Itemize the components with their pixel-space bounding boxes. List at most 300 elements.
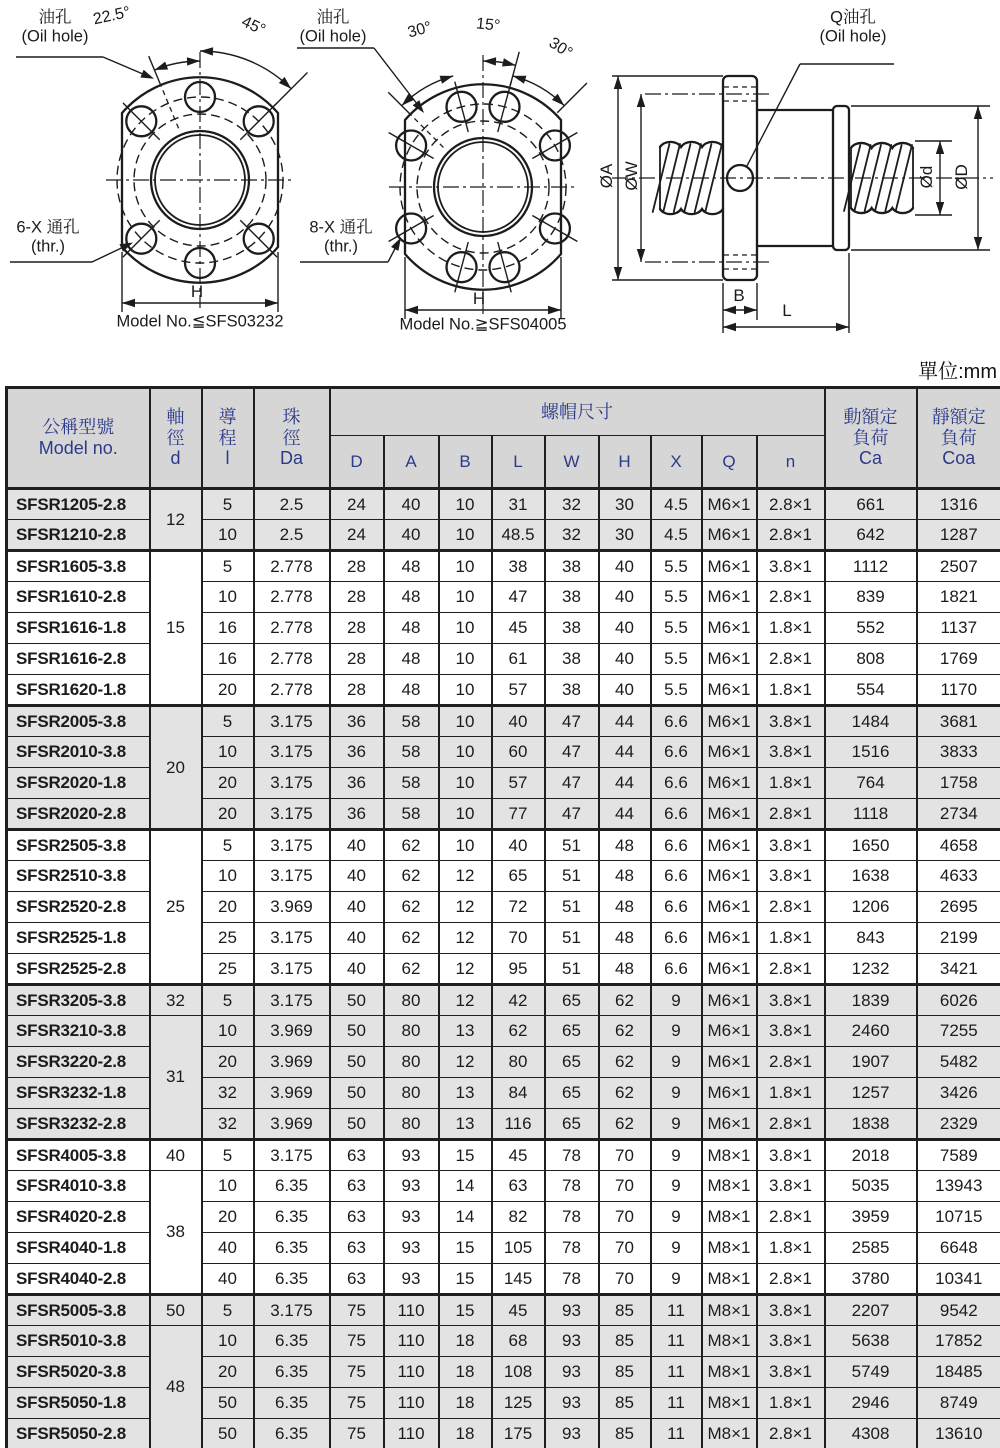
cell-D: 75 [330, 1326, 384, 1357]
cell-B: 15 [439, 1295, 492, 1326]
cell-n: 2.8×1 [757, 1109, 825, 1140]
spec-table-wrap [5, 386, 1000, 1448]
cell-Coa: 4633 [917, 861, 1000, 892]
cell-Ca: 1516 [825, 737, 917, 768]
cell-L: 62 [492, 1016, 545, 1047]
col-header-coa: 靜額定 負荷 Coa [917, 388, 1000, 489]
cell-B: 12 [439, 954, 492, 985]
cell-X: 11 [651, 1357, 702, 1388]
col-header-B: B [439, 436, 492, 489]
col-header-A: A [384, 436, 439, 489]
cell-Coa: 7255 [917, 1016, 1000, 1047]
cell-Da: 3.175 [254, 737, 330, 768]
cell-Ca: 552 [825, 613, 917, 644]
cell-Q: M6×1 [702, 737, 757, 768]
cell-X: 6.6 [651, 954, 702, 985]
cell-L: 60 [492, 737, 545, 768]
flange8-angle-30-left: 30° [405, 18, 434, 42]
flange8-angle-30-right: 30° [545, 34, 576, 62]
flange8-thru-line1: 8-X 通孔 [309, 218, 373, 237]
cell-X: 6.6 [651, 799, 702, 830]
cell-model: SFSR5050-2.8 [7, 1419, 150, 1448]
cell-X: 6.6 [651, 861, 702, 892]
cell-lead: 25 [202, 954, 254, 985]
cell-X: 5.5 [651, 613, 702, 644]
cell-L: 70 [492, 923, 545, 954]
cell-Ca: 1484 [825, 706, 917, 737]
cell-lead: 5 [202, 830, 254, 861]
cell-X: 9 [651, 1171, 702, 1202]
cell-A: 62 [384, 861, 439, 892]
flange8-caption: Model No.≧SFS04005 [399, 315, 567, 334]
cell-A: 40 [384, 520, 439, 551]
cell-L: 40 [492, 706, 545, 737]
cell-model: SFSR4010-3.8 [7, 1171, 150, 1202]
cell-B: 10 [439, 520, 492, 551]
cell-B: 10 [439, 830, 492, 861]
cell-d: 32 [150, 985, 202, 1016]
flange8-angle-15: 15° [475, 15, 502, 35]
cell-Ca: 3780 [825, 1264, 917, 1295]
cell-Coa: 10715 [917, 1202, 1000, 1233]
cell-L: 57 [492, 675, 545, 706]
cell-lead: 32 [202, 1078, 254, 1109]
side-dim-od-small: Ød [916, 165, 936, 189]
cell-W: 78 [545, 1140, 599, 1171]
cell-Da: 6.35 [254, 1264, 330, 1295]
cell-n: 1.8×1 [757, 1078, 825, 1109]
cell-X: 5.5 [651, 644, 702, 675]
cell-Ca: 1112 [825, 551, 917, 582]
cell-n: 2.8×1 [757, 1047, 825, 1078]
cell-Q: M8×1 [702, 1357, 757, 1388]
cell-lead: 50 [202, 1388, 254, 1419]
cell-W: 65 [545, 1109, 599, 1140]
cell-W: 93 [545, 1357, 599, 1388]
cell-Ca: 764 [825, 768, 917, 799]
cell-D: 63 [330, 1264, 384, 1295]
cell-Da: 6.35 [254, 1326, 330, 1357]
cell-L: 45 [492, 1140, 545, 1171]
cell-Q: M6×1 [702, 768, 757, 799]
cell-n: 3.8×1 [757, 1326, 825, 1357]
cell-Ca: 661 [825, 489, 917, 520]
cell-Q: M6×1 [702, 985, 757, 1016]
cell-Q: M8×1 [702, 1419, 757, 1448]
cell-X: 9 [651, 1047, 702, 1078]
cell-model: SFSR2525-2.8 [7, 954, 150, 985]
cell-lead: 5 [202, 1295, 254, 1326]
cell-L: 68 [492, 1326, 545, 1357]
cell-H: 30 [599, 489, 651, 520]
cell-Q: M8×1 [702, 1264, 757, 1295]
table-row [7, 489, 1000, 520]
cell-D: 24 [330, 489, 384, 520]
cell-d: 25 [150, 830, 202, 985]
cell-A: 110 [384, 1357, 439, 1388]
cell-B: 10 [439, 582, 492, 613]
cell-Q: M6×1 [702, 489, 757, 520]
cell-Q: M6×1 [702, 923, 757, 954]
cell-Da: 6.35 [254, 1419, 330, 1448]
cell-W: 65 [545, 1078, 599, 1109]
cell-A: 80 [384, 1109, 439, 1140]
cell-model: SFSR5005-3.8 [7, 1295, 150, 1326]
cell-D: 63 [330, 1171, 384, 1202]
cell-n: 3.8×1 [757, 1140, 825, 1171]
col-header-n: n [757, 436, 825, 489]
cell-D: 50 [330, 1078, 384, 1109]
cell-lead: 20 [202, 768, 254, 799]
table-row [7, 1140, 1000, 1171]
side-dim-b: B [733, 285, 745, 305]
cell-n: 2.8×1 [757, 520, 825, 551]
cell-B: 10 [439, 644, 492, 675]
cell-model: SFSR2020-2.8 [7, 799, 150, 830]
cell-Coa: 2199 [917, 923, 1000, 954]
cell-Ca: 4308 [825, 1419, 917, 1448]
cell-X: 9 [651, 1140, 702, 1171]
cell-n: 2.8×1 [757, 892, 825, 923]
cell-L: 45 [492, 613, 545, 644]
cell-X: 6.6 [651, 706, 702, 737]
col-header-L: L [492, 436, 545, 489]
cell-B: 10 [439, 737, 492, 768]
cell-H: 85 [599, 1326, 651, 1357]
cell-H: 44 [599, 768, 651, 799]
cell-L: 145 [492, 1264, 545, 1295]
cell-D: 63 [330, 1202, 384, 1233]
cell-H: 85 [599, 1388, 651, 1419]
cell-Ca: 1907 [825, 1047, 917, 1078]
side-oil-hole-label [820, 9, 887, 48]
col-header-ca: 動額定 負荷 Ca [825, 388, 917, 489]
cell-n: 1.8×1 [757, 675, 825, 706]
cell-A: 48 [384, 582, 439, 613]
cell-Da: 3.969 [254, 892, 330, 923]
cell-X: 9 [651, 1233, 702, 1264]
cell-lead: 10 [202, 1171, 254, 1202]
cell-lead: 16 [202, 644, 254, 675]
cell-L: 80 [492, 1047, 545, 1078]
cell-H: 40 [599, 675, 651, 706]
cell-H: 62 [599, 1109, 651, 1140]
cell-Da: 3.969 [254, 1078, 330, 1109]
cell-X: 11 [651, 1388, 702, 1419]
cell-Ca: 2207 [825, 1295, 917, 1326]
side-dim-l: L [782, 300, 792, 320]
cell-Ca: 1650 [825, 830, 917, 861]
cell-n: 2.8×1 [757, 1419, 825, 1448]
cell-Ca: 1206 [825, 892, 917, 923]
cell-L: 38 [492, 551, 545, 582]
cell-Coa: 13943 [917, 1171, 1000, 1202]
cell-H: 62 [599, 985, 651, 1016]
cell-D: 75 [330, 1388, 384, 1419]
cell-Coa: 2329 [917, 1109, 1000, 1140]
cell-Coa: 4658 [917, 830, 1000, 861]
cell-D: 50 [330, 1109, 384, 1140]
technical-drawings [0, 0, 1000, 352]
cell-W: 78 [545, 1233, 599, 1264]
cell-A: 48 [384, 644, 439, 675]
cell-D: 40 [330, 892, 384, 923]
cell-Q: M6×1 [702, 1016, 757, 1047]
table-row [7, 706, 1000, 737]
cell-D: 75 [330, 1357, 384, 1388]
cell-B: 10 [439, 613, 492, 644]
cell-D: 50 [330, 985, 384, 1016]
table-row [7, 1016, 1000, 1047]
cell-n: 3.8×1 [757, 737, 825, 768]
cell-W: 65 [545, 1047, 599, 1078]
cell-n: 3.8×1 [757, 1295, 825, 1326]
cell-Coa: 8749 [917, 1388, 1000, 1419]
cell-Coa: 1287 [917, 520, 1000, 551]
cell-W: 51 [545, 861, 599, 892]
cell-Da: 2.778 [254, 644, 330, 675]
cell-X: 9 [651, 985, 702, 1016]
cell-L: 45 [492, 1295, 545, 1326]
cell-Q: M6×1 [702, 861, 757, 892]
spec-table [5, 386, 1000, 1448]
cell-n: 3.8×1 [757, 706, 825, 737]
cell-B: 15 [439, 1264, 492, 1295]
cell-D: 36 [330, 706, 384, 737]
cell-B: 12 [439, 861, 492, 892]
cell-Coa: 1316 [917, 489, 1000, 520]
cell-Da: 3.175 [254, 799, 330, 830]
cell-n: 3.8×1 [757, 861, 825, 892]
cell-H: 48 [599, 892, 651, 923]
cell-Da: 3.175 [254, 861, 330, 892]
table-row [7, 1295, 1000, 1326]
cell-X: 11 [651, 1326, 702, 1357]
cell-H: 44 [599, 706, 651, 737]
cell-model: SFSR3232-1.8 [7, 1078, 150, 1109]
cell-L: 84 [492, 1078, 545, 1109]
cell-W: 51 [545, 830, 599, 861]
cell-B: 18 [439, 1388, 492, 1419]
cell-model: SFSR1205-2.8 [7, 489, 150, 520]
cell-Da: 3.969 [254, 1047, 330, 1078]
cell-model: SFSR4020-2.8 [7, 1202, 150, 1233]
cell-Coa: 7589 [917, 1140, 1000, 1171]
cell-model: SFSR2525-1.8 [7, 923, 150, 954]
cell-model: SFSR2020-1.8 [7, 768, 150, 799]
cell-W: 78 [545, 1264, 599, 1295]
cell-Ca: 5749 [825, 1357, 917, 1388]
cell-model: SFSR2505-3.8 [7, 830, 150, 861]
cell-L: 61 [492, 644, 545, 675]
cell-W: 47 [545, 799, 599, 830]
cell-Coa: 2734 [917, 799, 1000, 830]
cell-A: 80 [384, 985, 439, 1016]
cell-lead: 20 [202, 892, 254, 923]
unit-label: 單位:mm [918, 361, 997, 383]
cell-Q: M8×1 [702, 1202, 757, 1233]
cell-W: 51 [545, 892, 599, 923]
cell-model: SFSR2005-3.8 [7, 706, 150, 737]
cell-H: 48 [599, 830, 651, 861]
cell-Q: M6×1 [702, 706, 757, 737]
cell-Da: 6.35 [254, 1171, 330, 1202]
side-oil-hole-line1: Q油孔 [830, 8, 876, 27]
cell-W: 47 [545, 706, 599, 737]
cell-L: 72 [492, 892, 545, 923]
cell-Da: 3.175 [254, 830, 330, 861]
cell-H: 62 [599, 1016, 651, 1047]
cell-B: 10 [439, 551, 492, 582]
cell-Ca: 1232 [825, 954, 917, 985]
col-header-W: W [545, 436, 599, 489]
cell-Q: M6×1 [702, 1078, 757, 1109]
cell-n: 3.8×1 [757, 985, 825, 1016]
cell-Q: M6×1 [702, 675, 757, 706]
cell-lead: 10 [202, 520, 254, 551]
cell-Coa: 1137 [917, 613, 1000, 644]
cell-A: 80 [384, 1016, 439, 1047]
cell-Coa: 1170 [917, 675, 1000, 706]
flange6-angle-45: 45° [238, 13, 268, 39]
cell-Ca: 642 [825, 520, 917, 551]
col-header-nut-dims: 螺帽尺寸 [330, 388, 825, 436]
cell-Coa: 9542 [917, 1295, 1000, 1326]
cell-lead: 5 [202, 489, 254, 520]
cell-L: 77 [492, 799, 545, 830]
cell-B: 10 [439, 799, 492, 830]
cell-A: 93 [384, 1171, 439, 1202]
cell-lead: 50 [202, 1419, 254, 1448]
cell-W: 38 [545, 675, 599, 706]
cell-W: 47 [545, 768, 599, 799]
cell-model: SFSR1616-2.8 [7, 644, 150, 675]
cell-Ca: 843 [825, 923, 917, 954]
cell-L: 105 [492, 1233, 545, 1264]
cell-A: 110 [384, 1295, 439, 1326]
cell-n: 3.8×1 [757, 551, 825, 582]
cell-H: 70 [599, 1140, 651, 1171]
cell-Q: M8×1 [702, 1140, 757, 1171]
cell-Coa: 18485 [917, 1357, 1000, 1388]
flange8-dim-h: H [472, 288, 486, 308]
flange8-thru-line2: (thr.) [324, 238, 358, 256]
cell-X: 5.5 [651, 551, 702, 582]
cell-D: 28 [330, 582, 384, 613]
cell-d: 38 [150, 1171, 202, 1295]
cell-X: 6.6 [651, 768, 702, 799]
cell-n: 2.8×1 [757, 1264, 825, 1295]
cell-n: 1.8×1 [757, 613, 825, 644]
cell-W: 93 [545, 1295, 599, 1326]
cell-Da: 3.969 [254, 1016, 330, 1047]
cell-Da: 3.175 [254, 954, 330, 985]
cell-W: 32 [545, 489, 599, 520]
cell-B: 13 [439, 1016, 492, 1047]
cell-model: SFSR2010-3.8 [7, 737, 150, 768]
cell-H: 70 [599, 1233, 651, 1264]
cell-A: 80 [384, 1047, 439, 1078]
cell-Da: 2.778 [254, 551, 330, 582]
cell-W: 51 [545, 923, 599, 954]
cell-X: 11 [651, 1295, 702, 1326]
cell-H: 70 [599, 1171, 651, 1202]
cell-Q: M6×1 [702, 830, 757, 861]
cell-B: 12 [439, 923, 492, 954]
cell-lead: 20 [202, 799, 254, 830]
cell-W: 78 [545, 1202, 599, 1233]
cell-X: 9 [651, 1078, 702, 1109]
flange6-thru-line1: 6-X 通孔 [16, 218, 80, 237]
cell-Da: 3.175 [254, 985, 330, 1016]
cell-Da: 3.175 [254, 923, 330, 954]
cell-A: 62 [384, 892, 439, 923]
cell-X: 9 [651, 1264, 702, 1295]
col-header-D: D [330, 436, 384, 489]
cell-W: 32 [545, 520, 599, 551]
cell-X: 6.6 [651, 923, 702, 954]
cell-X: 6.6 [651, 737, 702, 768]
cell-Q: M6×1 [702, 954, 757, 985]
cell-model: SFSR1610-2.8 [7, 582, 150, 613]
cell-Coa: 10341 [917, 1264, 1000, 1295]
cell-A: 48 [384, 613, 439, 644]
cell-lead: 20 [202, 1202, 254, 1233]
cell-n: 1.8×1 [757, 1388, 825, 1419]
cell-n: 2.8×1 [757, 799, 825, 830]
cell-H: 48 [599, 954, 651, 985]
cell-D: 50 [330, 1016, 384, 1047]
flange6-oil-hole-line1: 油孔 [38, 8, 72, 27]
cell-A: 48 [384, 675, 439, 706]
cell-A: 58 [384, 799, 439, 830]
cell-H: 40 [599, 644, 651, 675]
cell-Q: M8×1 [702, 1171, 757, 1202]
cell-B: 15 [439, 1233, 492, 1264]
cell-B: 12 [439, 892, 492, 923]
flange8-oil-hole-line2: (Oil hole) [299, 28, 367, 46]
cell-model: SFSR3220-2.8 [7, 1047, 150, 1078]
cell-Coa: 2507 [917, 551, 1000, 582]
cell-model: SFSR3205-3.8 [7, 985, 150, 1016]
cell-Q: M6×1 [702, 520, 757, 551]
cell-L: 108 [492, 1357, 545, 1388]
cell-model: SFSR4005-3.8 [7, 1140, 150, 1171]
col-header-H: H [599, 436, 651, 489]
cell-Ca: 1839 [825, 985, 917, 1016]
cell-B: 14 [439, 1171, 492, 1202]
cell-D: 36 [330, 768, 384, 799]
cell-n: 2.8×1 [757, 954, 825, 985]
cell-lead: 32 [202, 1109, 254, 1140]
cell-Coa: 2695 [917, 892, 1000, 923]
cell-n: 3.8×1 [757, 1016, 825, 1047]
cell-H: 70 [599, 1264, 651, 1295]
cell-lead: 40 [202, 1264, 254, 1295]
cell-A: 110 [384, 1419, 439, 1448]
cell-lead: 20 [202, 1357, 254, 1388]
cell-X: 6.6 [651, 830, 702, 861]
table-row [7, 1171, 1000, 1202]
cell-W: 78 [545, 1171, 599, 1202]
cell-L: 57 [492, 768, 545, 799]
cell-A: 93 [384, 1264, 439, 1295]
cell-lead: 10 [202, 861, 254, 892]
flange6-oil-hole-label [22, 9, 89, 48]
cell-X: 9 [651, 1202, 702, 1233]
cell-Q: M8×1 [702, 1388, 757, 1419]
cell-lead: 5 [202, 985, 254, 1016]
